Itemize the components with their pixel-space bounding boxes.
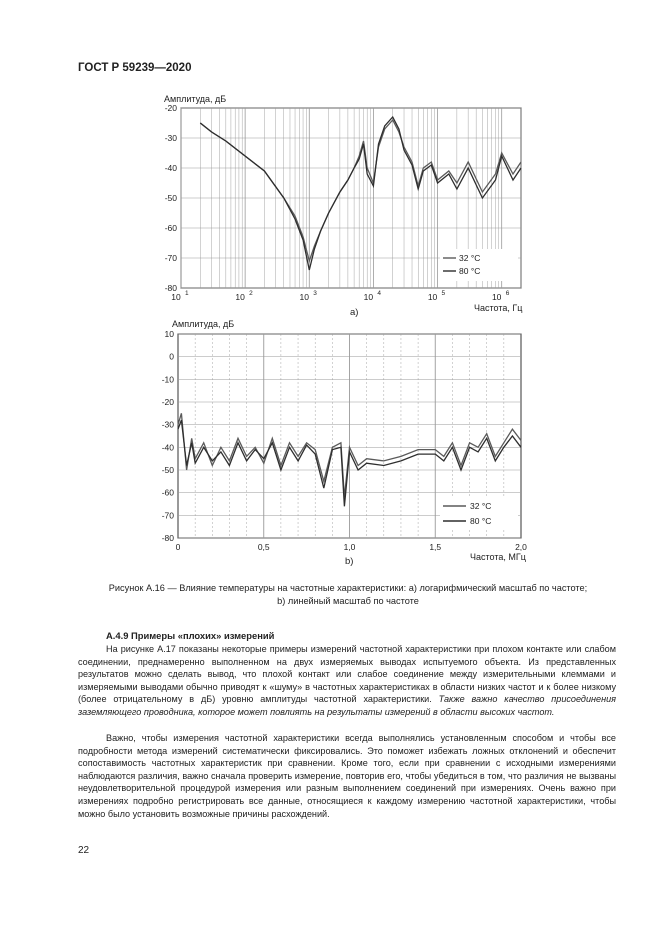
- chart-a-ytick-label: -80: [164, 283, 177, 293]
- caption-line-2: b) линейный масштаб по частоте: [277, 595, 419, 606]
- chart-a-ylabel: Амплитуда, дБ: [164, 94, 227, 104]
- chart-a-xtick-exponent: 1: [185, 290, 189, 297]
- paragraph-1-italic: Также важно качество присоединения заземляющего проводника, которое может повлиять на результаты измерений в области высоких частот.: [78, 694, 617, 717]
- chart-a: [164, 94, 522, 318]
- chart-b-ytick-label: 0: [169, 351, 174, 362]
- chart-b-xtick-label: 0: [175, 542, 181, 552]
- chart-a-xtick-exponent: 2: [249, 290, 253, 297]
- chart-b-ytick-label: -50: [161, 465, 174, 475]
- caption-line-1: Рисунок А.16 — Влияние температуры на частотные характеристики: а) логарифмический масштаб по частоте;: [108, 583, 588, 593]
- chart-b-ytick-label: -80: [161, 533, 174, 543]
- chart-a-ytick-label: -30: [164, 133, 177, 143]
- chart-b-ytick-label: -70: [161, 510, 174, 521]
- chart-b-ytick-label: -20: [161, 397, 174, 407]
- chart-a-ytick-label: -40: [164, 163, 177, 173]
- paragraph-1-text: На рисунке А.17 показаны некоторые примеры измерений частотной характеристики при плохом контакте или слабом соединении, преднамеренно выполненном на двух измеряемых выводах испытуемого объекта. Из представленных результатов можно сделать вывод, что плохой контакт или слабое соединение между измерительными клеммами и измеряемыми выводами обычно приводят к «шуму» в частотных характеристиках в области низких частот и к более низкому (более отрицательному в дБ) уровню амплитуды частотной характеристики.: [78, 644, 616, 705]
- chart-b-ytick-label: -30: [161, 419, 174, 430]
- chart-a-xtick-exponent: 6: [505, 290, 510, 297]
- section-title: А.4.9 Примеры «плохих» измерений: [106, 630, 275, 641]
- chart-a-xtick-label: 10: [427, 292, 438, 302]
- chart-a-ytick-label: -20: [164, 103, 177, 113]
- chart-a-xtick-label: 10: [491, 292, 502, 302]
- chart-a-xtick-exponent: 5: [441, 290, 446, 297]
- chart-b-xtick-label: 1,5: [429, 542, 442, 552]
- chart-a-xtick-label: 10: [299, 292, 310, 302]
- chart-a-ytick-label: -50: [164, 193, 177, 203]
- chart-a-ytick-label: -60: [164, 223, 177, 233]
- chart-b-legend-label: 32 °C: [470, 501, 492, 511]
- chart-a-xtick-label: 10: [363, 292, 374, 302]
- chart-a-panel-label: a): [350, 307, 359, 318]
- document-header: ГОСТ Р 59239—2020: [78, 62, 192, 74]
- chart-b-xtick-label: 1,0: [343, 542, 356, 552]
- chart-b-xtick-label: 2,0: [515, 542, 527, 552]
- chart-b-panel-label: b): [345, 556, 354, 567]
- chart-b-legend-label: 80 °C: [470, 516, 492, 526]
- figure-caption: [78, 582, 618, 607]
- chart-a-xtick-exponent: 3: [313, 290, 317, 297]
- chart-b-xtick-label: 0,5: [257, 542, 270, 552]
- chart-b-ytick-label: 10: [164, 329, 174, 339]
- page-number: 22: [78, 845, 90, 856]
- chart-b-ytick-label: -40: [161, 442, 174, 453]
- chart-a-xtick-label: 10: [235, 292, 245, 302]
- chart-b: [162, 319, 527, 567]
- chart-b-ytick-label: -60: [161, 487, 174, 498]
- chart-b-xlabel: Частота, МГц: [470, 552, 526, 562]
- paragraph-2: Важно, чтобы измерения частотной характеристики всегда выполнялись установленным способом и чтобы все подробности метода измерений систематически фиксировались. Это поможет избежать ложных отклонений и обеспечит сопоставимость частотных характеристик при сравнении. Кроме того, если при сравнении с исходными измерениями наблюдаются различия, важно сначала проверить измерение, повторив его, чтобы убедиться в том, что различия не вызваны неудовлетворительной процедурой измерения или разным выполнением соединений при измерениях. Очень важно при измерениях подробно регистрировать все данные, относящиеся к каждому измерению частотной характеристики, чтобы можно было установить возможные причины расхождений.: [78, 733, 616, 819]
- chart-a-xtick-exponent: 4: [377, 290, 382, 297]
- paragraph-1: [78, 643, 616, 719]
- chart-a-legend-label: 80 °C: [459, 266, 481, 276]
- chart-a-xtick-label: 10: [171, 292, 181, 302]
- chart-b-ylabel: Амплитуда, дБ: [172, 319, 235, 329]
- chart-a-ytick-label: -70: [164, 253, 177, 263]
- chart-a-xlabel: Частота, Гц: [474, 303, 523, 313]
- chart-a-legend-label: 32 °C: [459, 253, 481, 263]
- chart-b-ytick-label: -10: [161, 374, 174, 385]
